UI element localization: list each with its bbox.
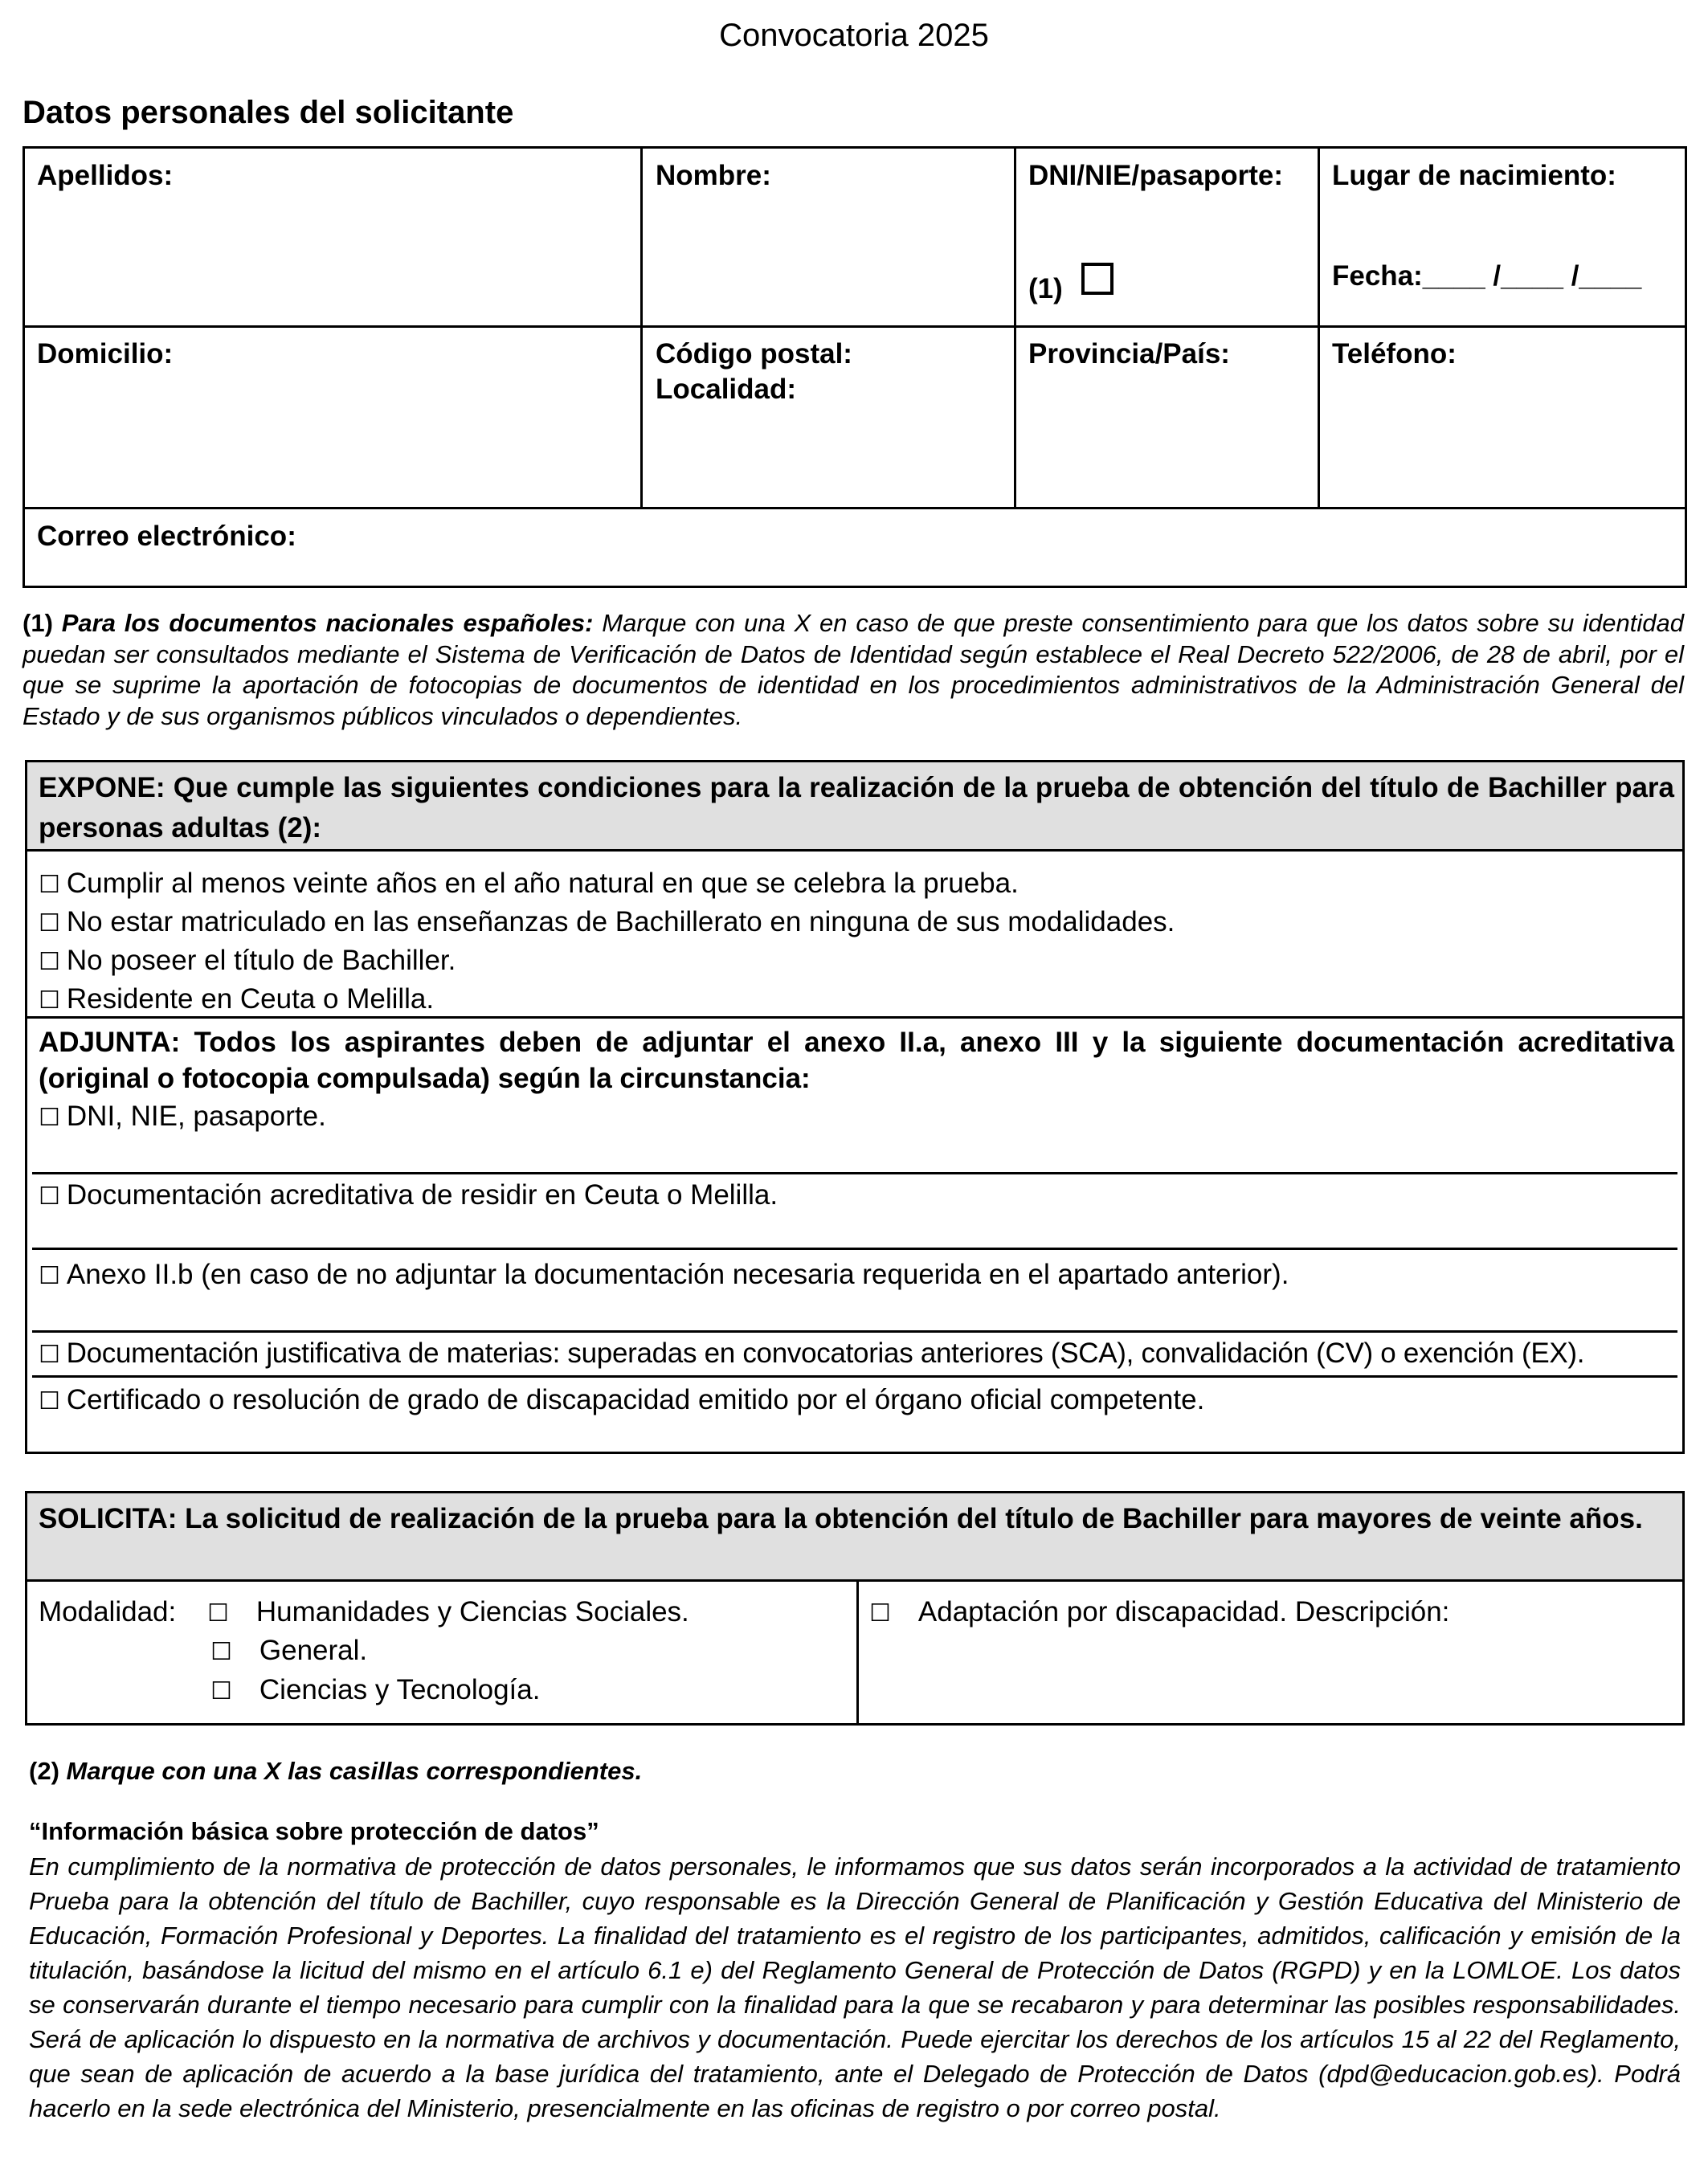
footnote-2: [29, 1757, 642, 1786]
province-field[interactable]: Provincia/País:: [1028, 338, 1230, 370]
modality-option-label: Humanidades y Ciencias Sociales.: [255, 1596, 689, 1628]
expone-item[interactable]: [39, 980, 434, 1020]
email-field[interactable]: Correo electrónico:: [37, 521, 296, 552]
solicita-header: SOLICITA: La solicitud de realización de la prueba para la obtención del título de Bachiller para mayores de veinte años.: [39, 1503, 1643, 1534]
checkbox-icon[interactable]: ☐: [869, 1599, 891, 1628]
adjunta-item[interactable]: [39, 1334, 1584, 1374]
disability-adaptation-option[interactable]: [869, 1593, 1449, 1633]
adjunta-item[interactable]: [39, 1256, 1289, 1296]
modality-option[interactable]: [210, 1671, 540, 1711]
checkbox-icon[interactable]: ☐: [39, 1262, 60, 1290]
adjunta-header: ADJUNTA: Todos los aspirantes deben de adjuntar el anexo II.a, anexo III y la siguiente documentación acreditativa (original o fotocopia compulsada) según la circunstancia:: [39, 1027, 1674, 1094]
adjunta-item-label: Anexo II.b (en caso de no adjuntar la documentación necesaria requerida en el apartado anterior).: [66, 1259, 1289, 1290]
checkbox-icon[interactable]: ☐: [207, 1599, 229, 1628]
dni-note-ref: (1): [1028, 273, 1063, 304]
footnote-2-ref: (2): [29, 1757, 59, 1785]
checkbox-icon[interactable]: ☐: [210, 1677, 232, 1705]
name-field[interactable]: Nombre:: [656, 160, 771, 191]
checkbox-icon[interactable]: ☐: [39, 871, 60, 899]
checkbox-icon[interactable]: ☐: [39, 986, 60, 1015]
phone-field[interactable]: Teléfono:: [1332, 338, 1457, 370]
adjunta-item[interactable]: [39, 1176, 778, 1216]
adjunta-item-label: Documentación acreditativa de residir en Ceuta o Melilla.: [66, 1179, 778, 1211]
checkbox-icon[interactable]: ☐: [39, 909, 60, 937]
checkbox-icon[interactable]: ☐: [39, 1341, 60, 1369]
adjunta-item[interactable]: [39, 1381, 1204, 1421]
expone-item-label: No estar matriculado en las enseñanzas de Bachillerato en ninguna de sus modalidades.: [66, 906, 1175, 937]
checkbox-icon[interactable]: ☐: [39, 1387, 60, 1415]
surname-field[interactable]: Apellidos:: [37, 160, 174, 191]
dni-consent-checkbox[interactable]: [1081, 263, 1113, 295]
adjunta-item-label: Certificado o resolución de grado de discapacidad emitido por el órgano oficial competente.: [66, 1384, 1205, 1415]
footnote-1-ref: (1): [22, 609, 53, 637]
checkbox-icon[interactable]: ☐: [39, 1182, 60, 1211]
birth-date-field[interactable]: Fecha:____ /____ /____: [1332, 260, 1642, 292]
expone-item[interactable]: [39, 864, 1019, 905]
disability-adaptation-label: Adaptación por discapacidad. Descripción:: [917, 1596, 1450, 1628]
expone-item[interactable]: [39, 941, 456, 982]
checkbox-icon[interactable]: ☐: [210, 1638, 232, 1666]
locality-field[interactable]: Localidad:: [656, 374, 797, 405]
footnote-1-bold: Para los documentos nacionales españoles:: [61, 609, 594, 637]
modality-option[interactable]: [210, 1632, 367, 1672]
dni-field[interactable]: DNI/NIE/pasaporte:: [1028, 160, 1283, 191]
expone-item-label: No poseer el título de Bachiller.: [66, 945, 456, 976]
data-protection-text: En cumplimiento de la normativa de protección de datos personales, le informamos que sus datos serán incorporados a la actividad de tratamiento Prueba para la obtención del título de Bachiller, cuyo responsable es la Dirección General de Planificación y Gestión Educativa del Ministerio de Educación, Formación Profesional y Deportes. La finalidad del tratamiento es el registro de los participantes, admitidos, calificación y emisión de la titulación, basándose la licitud del mismo en el artículo 6.1 e) del Reglamento General de Protección de Datos (RGPD) y en la LOMLOE. Los datos se conservarán durante el tiempo necesario para cumplir con la finalidad para la que se recabaron y para determinar las posibles responsabilidades. Será de aplicación lo dispuesto en la normativa de archivos y documentación. Puede ejercitar los derechos de los artículos 15 al 22 del Reglamento, que sean de aplicación de acuerdo a la base jurídica del tratamiento, ante el Delegado de Protección de Datos (dpd@educacion.gob.es). Podrá hacerlo en la sede electrónica del Ministerio, presencialmente en las oficinas de registro o por correo postal.: [29, 1852, 1681, 2122]
adjunta-item-label: Documentación justificativa de materias: superadas en convocatorias anteriores (SCA), convalidación (CV) o exención (EX).: [66, 1338, 1585, 1369]
section-title-personal-data: Datos personales del solicitante: [22, 95, 514, 130]
postal-code-field[interactable]: Código postal:: [656, 338, 852, 370]
footnote-2-text: Marque con una X las casillas correspondientes.: [66, 1757, 643, 1785]
data-protection-title: “Información básica sobre protección de datos”: [29, 1817, 599, 1845]
adjunta-item[interactable]: [39, 1097, 326, 1137]
expone-item-label: Residente en Ceuta o Melilla.: [66, 983, 435, 1015]
footnote-1: [22, 608, 1684, 732]
address-field[interactable]: Domicilio:: [37, 338, 174, 370]
footnote-1-text: Marque con una X en caso de que preste consentimiento para que los datos sobre su identidad puedan ser consultados mediante el Sistema de Verificación de Datos de Identidad según establece el Real Decreto 522/2006, de 28 de abril, por el que se suprime la aportación de fotocopias de documentos de identidad en los procedimientos administrativos de la Administración General del Estado y de sus organismos públicos vinculados o dependientes.: [22, 609, 1684, 730]
birthplace-field[interactable]: Lugar de nacimiento:: [1332, 160, 1616, 191]
expone-header: EXPONE: Que cumple las siguientes condiciones para la realización de la prueba de obtención del título de Bachiller para personas adultas (2):: [39, 772, 1674, 843]
adjunta-item-label: DNI, NIE, pasaporte.: [66, 1101, 326, 1132]
checkbox-icon[interactable]: ☐: [39, 948, 60, 976]
modality-option-label: General.: [259, 1635, 368, 1666]
expone-item-label: Cumplir al menos veinte años en el año natural en que se celebra la prueba.: [66, 868, 1019, 899]
modality-option-label: Ciencias y Tecnología.: [259, 1674, 541, 1705]
expone-item[interactable]: [39, 903, 1175, 943]
modality-label: Modalidad:: [39, 1596, 177, 1628]
page-title: Convocatoria 2025: [719, 18, 989, 53]
checkbox-icon[interactable]: ☐: [39, 1104, 60, 1132]
modality-option[interactable]: [207, 1593, 689, 1633]
